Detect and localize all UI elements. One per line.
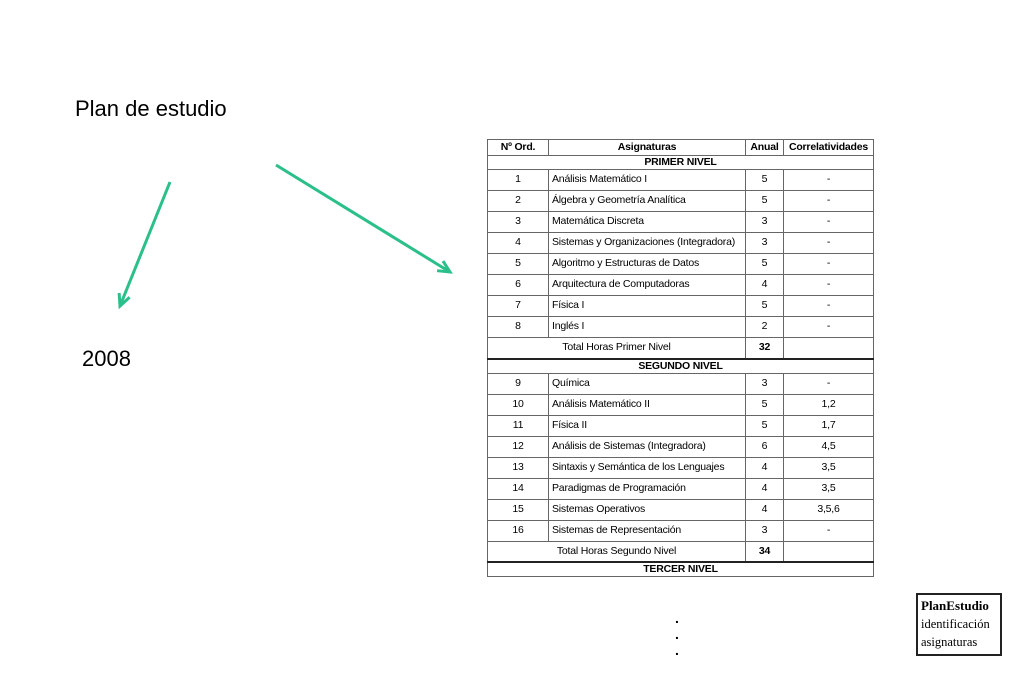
header-ord: Nº Ord.	[488, 140, 549, 156]
ord-cell: 11	[488, 415, 549, 436]
subject-cell: Sistemas de Representación	[549, 520, 746, 541]
subject-cell: Análisis Matemático II	[549, 394, 746, 415]
header-asignaturas: Asignaturas	[549, 140, 746, 156]
correlatividades-cell: -	[784, 296, 874, 317]
header-anual: Anual	[746, 140, 784, 156]
anual-cell: 3	[746, 373, 784, 394]
ord-cell: 9	[488, 373, 549, 394]
correlatividades-cell: -	[784, 520, 874, 541]
correlatividades-cell: 4,5	[784, 436, 874, 457]
anual-cell: 5	[746, 170, 784, 191]
table-row	[488, 296, 874, 317]
subject-cell: Algoritmo y Estructuras de Datos	[549, 254, 746, 275]
table-header-row	[488, 140, 874, 156]
correlatividades-cell: -	[784, 233, 874, 254]
anual-cell: 3	[746, 212, 784, 233]
correlatividades-cell: -	[784, 254, 874, 275]
ord-cell: 2	[488, 191, 549, 212]
continuation-dot: .	[675, 642, 679, 658]
header-correlatividades: Correlatividades	[784, 140, 874, 156]
anual-cell: 5	[746, 394, 784, 415]
anual-cell: 3	[746, 233, 784, 254]
total-label: Total Horas Primer Nivel	[488, 338, 746, 359]
anual-cell: 6	[746, 436, 784, 457]
level-title: PRIMER NIVEL	[488, 156, 874, 170]
stamp-line-2: identificación	[921, 617, 990, 631]
level-title: SEGUNDO NIVEL	[488, 359, 874, 374]
subject-cell: Física II	[549, 415, 746, 436]
arrow-to-table-shaft	[276, 165, 450, 272]
ord-cell: 5	[488, 254, 549, 275]
continuation-dot: .	[675, 610, 679, 626]
table-row	[488, 254, 874, 275]
total-row	[488, 541, 874, 562]
stamp-line-1: PlanEstudio	[921, 598, 989, 613]
table-row	[488, 212, 874, 233]
total-hours: 34	[746, 541, 784, 562]
arrow-to-year-shaft	[120, 182, 170, 306]
stamp-line-3: asignaturas	[921, 635, 978, 649]
subject-cell: Física I	[549, 296, 746, 317]
correlatividades-cell: -	[784, 317, 874, 338]
anual-cell: 4	[746, 275, 784, 296]
subject-cell: Paradigmas de Programación	[549, 478, 746, 499]
correlatividades-cell: -	[784, 170, 874, 191]
subject-cell: Sintaxis y Semántica de los Lenguajes	[549, 457, 746, 478]
subject-cell: Análisis Matemático I	[549, 170, 746, 191]
anual-cell: 5	[746, 254, 784, 275]
subject-cell: Arquitectura de Computadoras	[549, 275, 746, 296]
ord-cell: 6	[488, 275, 549, 296]
anual-cell: 5	[746, 296, 784, 317]
ord-cell: 8	[488, 317, 549, 338]
table-row	[488, 520, 874, 541]
correlatividades-cell: -	[784, 373, 874, 394]
anual-cell: 5	[746, 415, 784, 436]
subject-cell: Química	[549, 373, 746, 394]
subject-cell: Inglés I	[549, 317, 746, 338]
table-row	[488, 191, 874, 212]
level-heading-row	[488, 359, 874, 374]
total-row	[488, 338, 874, 359]
ord-cell: 1	[488, 170, 549, 191]
year-label: 2008	[82, 346, 131, 371]
correlatividades-cell: 1,7	[784, 415, 874, 436]
table-row	[488, 170, 874, 191]
ord-cell: 10	[488, 394, 549, 415]
total-hours: 32	[746, 338, 784, 359]
correlatividades-cell: 1,2	[784, 394, 874, 415]
table-row	[488, 499, 874, 520]
ord-cell: 14	[488, 478, 549, 499]
ord-cell: 13	[488, 457, 549, 478]
continuation-dot: .	[675, 626, 679, 642]
total-empty-cell	[784, 541, 874, 562]
anual-cell: 3	[746, 520, 784, 541]
ord-cell: 12	[488, 436, 549, 457]
table-row	[488, 394, 874, 415]
correlatividades-cell: 3,5,6	[784, 499, 874, 520]
ord-cell: 15	[488, 499, 549, 520]
correlatividades-cell: -	[784, 275, 874, 296]
total-label: Total Horas Segundo Nivel	[488, 541, 746, 562]
subject-cell: Matemática Discreta	[549, 212, 746, 233]
anual-cell: 4	[746, 457, 784, 478]
slide-title: Plan de estudio	[75, 96, 227, 121]
correlatividades-cell: -	[784, 191, 874, 212]
correlatividades-cell: 3,5	[784, 478, 874, 499]
subject-cell: Sistemas y Organizaciones (Integradora)	[549, 233, 746, 254]
ord-cell: 16	[488, 520, 549, 541]
study-plan-table	[487, 139, 874, 577]
anual-cell: 2	[746, 317, 784, 338]
table-row	[488, 415, 874, 436]
table-row	[488, 436, 874, 457]
table-row	[488, 275, 874, 296]
table-row	[488, 233, 874, 254]
level-heading-row	[488, 156, 874, 170]
table-row	[488, 317, 874, 338]
subject-cell: Análisis de Sistemas (Integradora)	[549, 436, 746, 457]
ord-cell: 7	[488, 296, 549, 317]
subject-cell: Álgebra y Geometría Analítica	[549, 191, 746, 212]
total-empty-cell	[784, 338, 874, 359]
ord-cell: 4	[488, 233, 549, 254]
table-row	[488, 478, 874, 499]
level-heading-row	[488, 562, 874, 577]
ord-cell: 3	[488, 212, 549, 233]
table-row	[488, 373, 874, 394]
subject-cell: Sistemas Operativos	[549, 499, 746, 520]
level-title: TERCER NIVEL	[488, 562, 874, 577]
anual-cell: 5	[746, 191, 784, 212]
anual-cell: 4	[746, 478, 784, 499]
correlatividades-cell: 3,5	[784, 457, 874, 478]
anual-cell: 4	[746, 499, 784, 520]
continuation-dots	[675, 610, 681, 658]
table-row	[488, 457, 874, 478]
correlatividades-cell: -	[784, 212, 874, 233]
plan-estudio-label-box	[916, 593, 1002, 656]
